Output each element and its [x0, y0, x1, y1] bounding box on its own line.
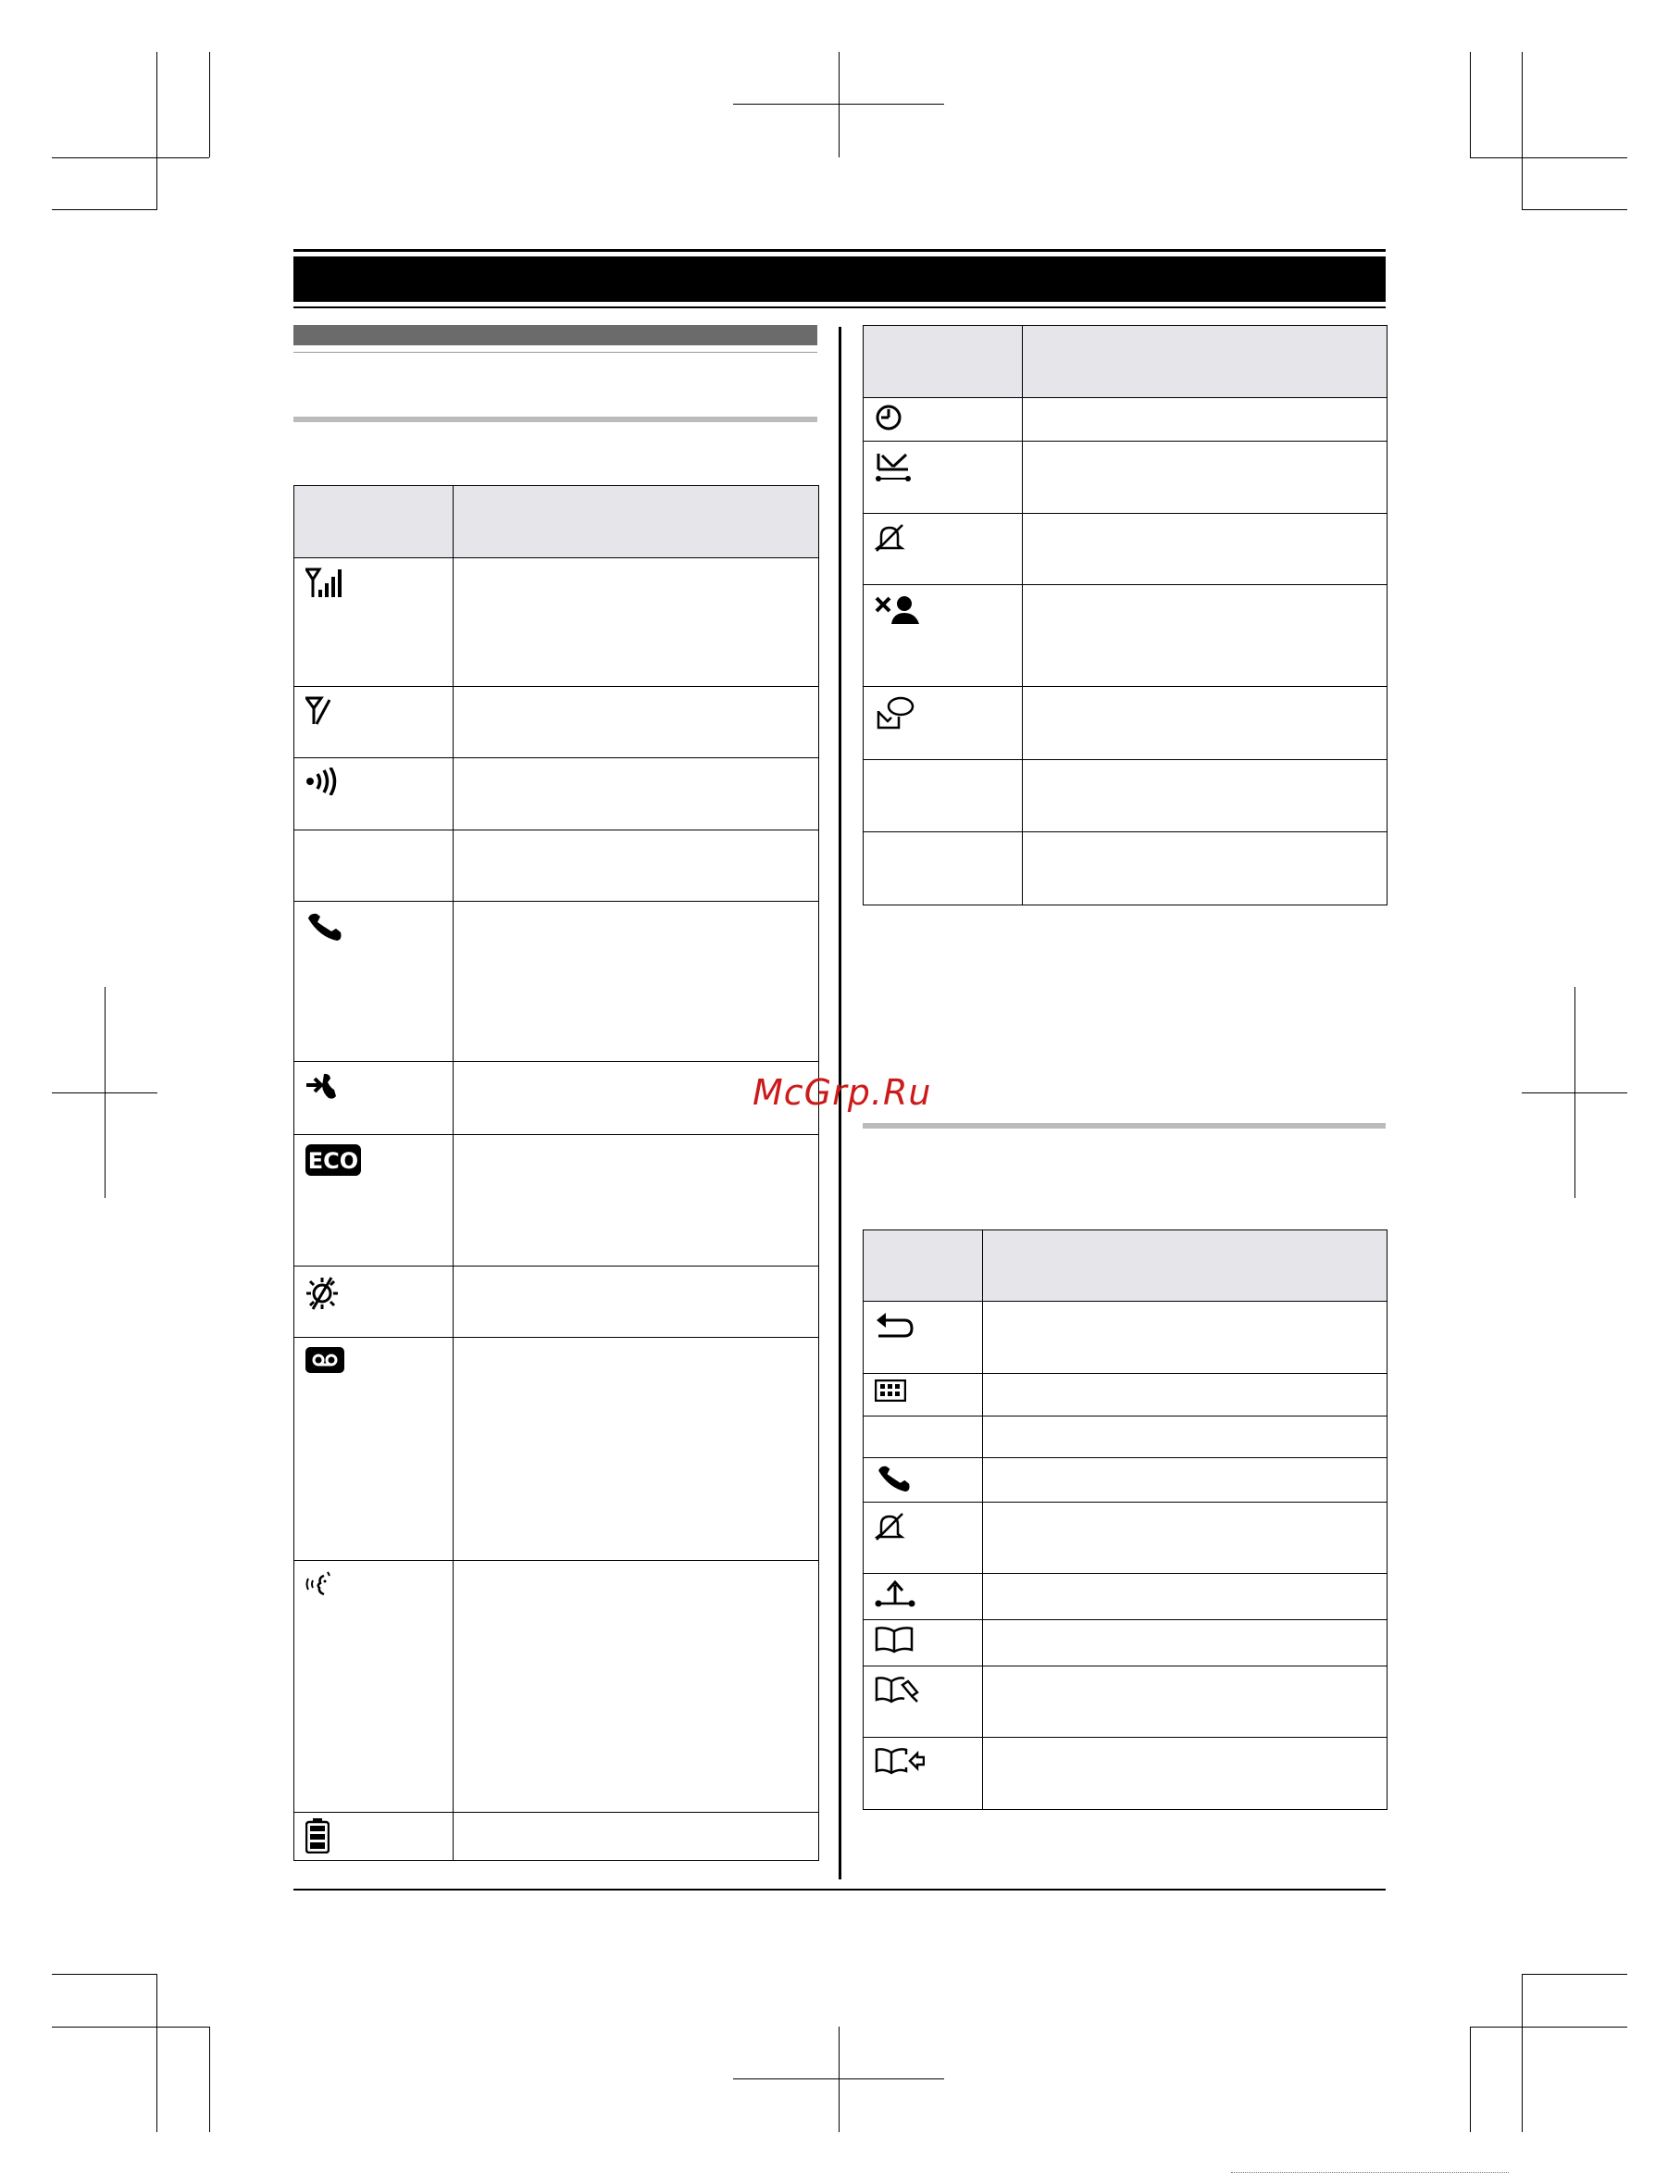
table-row: [864, 1416, 1388, 1458]
table-row: [864, 442, 1388, 514]
crop-mark: [52, 1092, 157, 1093]
table-row: [864, 514, 1388, 585]
phone-handset-icon: [305, 911, 346, 942]
phonebook-import-icon: [875, 1747, 925, 1775]
eco-icon: [305, 1144, 361, 1176]
bottom-trim-mark: [1231, 2172, 1509, 2180]
light-off-icon: [305, 1276, 339, 1311]
clock-icon: [875, 404, 902, 431]
blocked-caller-icon: [875, 594, 923, 626]
table-row: [294, 1267, 819, 1338]
voicemail-icon: [305, 1347, 344, 1373]
crop-mark: [1522, 1974, 1523, 2132]
right-top-icon-table: [863, 325, 1388, 905]
phonebook-icon: [875, 1626, 914, 1654]
table-row: [864, 1458, 1388, 1503]
table-row: [864, 1666, 1388, 1738]
table-row: [864, 1503, 1388, 1574]
table-row: [864, 760, 1388, 832]
ringer-off-icon: [875, 523, 906, 553]
table-row: [864, 1302, 1388, 1374]
footer-rule: [293, 1889, 1386, 1891]
subsection-rule: [863, 1123, 1386, 1129]
table-row: [864, 585, 1388, 687]
message-icon: [875, 696, 915, 730]
crop-mark: [1470, 157, 1627, 158]
table-row: [294, 1135, 819, 1267]
right-bottom-icon-table: [863, 1229, 1388, 1810]
table-row: [864, 1738, 1388, 1810]
ringer-off-icon: [875, 1512, 906, 1541]
crop-mark: [1470, 52, 1471, 157]
table-header-row: [864, 326, 1388, 398]
table-row: [294, 558, 819, 687]
table-row: [294, 1062, 819, 1135]
crop-mark: [733, 2078, 944, 2079]
crop-mark: [209, 2027, 210, 2132]
crop-mark: [839, 2027, 840, 2132]
signal-strength-icon: [305, 568, 342, 599]
table-row: [864, 832, 1388, 905]
phonebook-edit-icon: [875, 1676, 921, 1705]
call-block-icon: [875, 451, 912, 482]
crop-mark: [52, 2027, 209, 2028]
table-row: [864, 687, 1388, 760]
battery-icon: [305, 1818, 330, 1853]
back-arrow-icon: [875, 1311, 915, 1341]
crop-mark: [52, 209, 156, 210]
crop-mark: [1522, 52, 1523, 210]
crop-mark: [156, 1974, 157, 2132]
page-header-band: [293, 256, 1386, 302]
crop-mark: [52, 1974, 156, 1975]
call-arrow-icon: [305, 1071, 337, 1101]
table-row: [294, 1813, 819, 1861]
crop-mark: [156, 52, 157, 210]
crop-mark: [1522, 1092, 1627, 1093]
crop-mark: [209, 52, 210, 157]
subsection-rule: [293, 417, 817, 422]
table-row: [294, 1338, 819, 1561]
table-row: [294, 758, 819, 830]
crop-mark: [1470, 2027, 1471, 2132]
talking-icon: [305, 1570, 333, 1598]
header-rule-top: [293, 249, 1386, 252]
table-row: [864, 1620, 1388, 1666]
crop-mark: [1522, 1974, 1627, 1975]
wireless-waves-icon: [305, 768, 339, 795]
table-row: [864, 1374, 1388, 1416]
table-row: [864, 398, 1388, 442]
crop-mark: [839, 52, 840, 157]
section-rule: [293, 352, 817, 353]
watermark: McGrp.Ru: [753, 1072, 932, 1113]
table-row: [294, 830, 819, 902]
left-icon-table: [293, 485, 819, 1861]
crop-mark: [52, 157, 209, 158]
no-signal-icon: [305, 696, 337, 726]
svg-text:ECO: ECO: [307, 1148, 359, 1174]
keypad-icon: [875, 1379, 906, 1402]
phone-handset-icon: [875, 1464, 915, 1493]
header-rule-bottom: [293, 306, 1386, 308]
crop-mark: [733, 104, 944, 105]
table-row: [294, 687, 819, 758]
table-header-row: [864, 1230, 1388, 1302]
table-row: [864, 1574, 1388, 1620]
crop-mark: [1470, 2027, 1627, 2028]
table-row: [294, 902, 819, 1062]
crop-mark: [1522, 209, 1627, 210]
table-header-row: [294, 486, 819, 558]
table-row: [294, 1561, 819, 1813]
section-heading-bar: [293, 325, 817, 345]
transfer-icon: [875, 1579, 915, 1609]
